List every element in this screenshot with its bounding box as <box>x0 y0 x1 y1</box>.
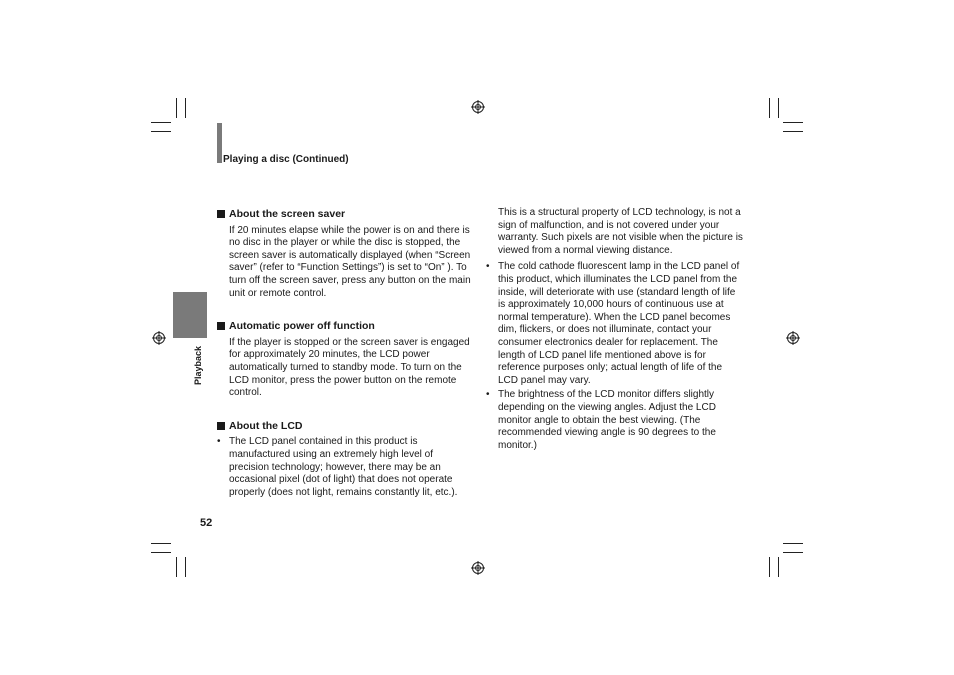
crop-mark <box>778 98 779 118</box>
crop-mark <box>783 543 803 544</box>
list-item-text: The brightness of the LCD monitor differs slightly depending on the viewing angles. Adjust the LCD monitor angle to obtain the best viewing. (The recommended viewing angle is 90 degrees to the monitor.) <box>498 389 716 451</box>
crop-mark <box>778 557 779 577</box>
left-column <box>217 208 475 519</box>
section-about-lcd <box>217 420 475 500</box>
crop-mark <box>151 131 171 132</box>
bullet-list <box>486 261 744 452</box>
section-heading <box>217 208 475 221</box>
section-screen-saver <box>217 208 475 300</box>
page-header-title: Playing a disc (Continued) <box>223 154 349 165</box>
crop-mark <box>185 557 186 577</box>
header-accent-bar <box>217 123 222 163</box>
section-heading <box>217 420 475 433</box>
section-heading <box>217 320 475 333</box>
crop-mark <box>185 98 186 118</box>
crop-mark <box>769 557 770 577</box>
list-item-text: The LCD panel contained in this product is manufactured using an extremely high level of precision technology; however, there may be an occasional pixel (dot of light) that does not operate properly (does not light, remains constantly lit, etc.). <box>229 436 458 498</box>
side-tab-label: Playback <box>193 345 203 385</box>
crop-mark <box>783 552 803 553</box>
crop-mark <box>783 131 803 132</box>
bullet-dot-icon: • <box>217 436 221 448</box>
bullet-dot-icon: • <box>486 389 490 401</box>
registration-mark-icon <box>152 331 166 345</box>
black-square-icon <box>217 322 225 330</box>
section-title: About the screen saver <box>229 208 346 220</box>
section-paragraph: If 20 minutes elapse while the power is on and there is no disc in the player or while the disc is stopped, the screen saver is automatically displayed (when “Screen saver” (refer to “Function Settings”) is set to “On” ). To turn off the screen saver, press any button on the main unit or remote control. <box>229 224 471 299</box>
crop-mark <box>176 557 177 577</box>
list-item-text: The cold cathode fluorescent lamp in the LCD panel of this product, which illuminates the LCD panel from the inside, will deteriorate with use (standard length of life is approximately 10,000 hours of continuous use at normal temperature). When the LCD panel becomes dim, flickers, or does not illuminate, contact your consumer electronics dealer for replacement. The length of LCD panel life mentioned above is for reference purposes only; actual length of life of the LCD panel may vary. <box>498 261 740 386</box>
bullet-dot-icon: • <box>486 261 490 273</box>
list-item <box>486 389 744 452</box>
list-item <box>217 436 475 499</box>
crop-mark <box>783 122 803 123</box>
black-square-icon <box>217 422 225 430</box>
page-number: 52 <box>200 517 213 529</box>
crop-mark <box>769 98 770 118</box>
continuation-paragraph: This is a structural property of LCD technology, is not a sign of malfunction, and is not covered under your warranty. Such pixels are not visible when the picture is viewed from a normal viewing distance. <box>498 207 743 256</box>
registration-mark-icon <box>471 100 485 114</box>
right-column <box>486 207 744 454</box>
crop-mark <box>151 122 171 123</box>
crop-mark <box>151 552 171 553</box>
black-square-icon <box>217 210 225 218</box>
registration-mark-icon <box>786 331 800 345</box>
registration-mark-icon <box>471 561 485 575</box>
list-item <box>486 261 744 387</box>
crop-mark <box>151 543 171 544</box>
section-title: Automatic power off function <box>229 320 375 333</box>
section-auto-power-off <box>217 320 475 400</box>
crop-mark <box>176 98 177 118</box>
side-tab-block <box>173 292 207 338</box>
section-paragraph: If the player is stopped or the screen saver is engaged for approximately 20 minutes, the LCD power automatically turned to standby mode. To turn on the LCD monitor, press the power button on the remote control. <box>229 336 470 399</box>
section-title: About the LCD <box>229 419 303 432</box>
